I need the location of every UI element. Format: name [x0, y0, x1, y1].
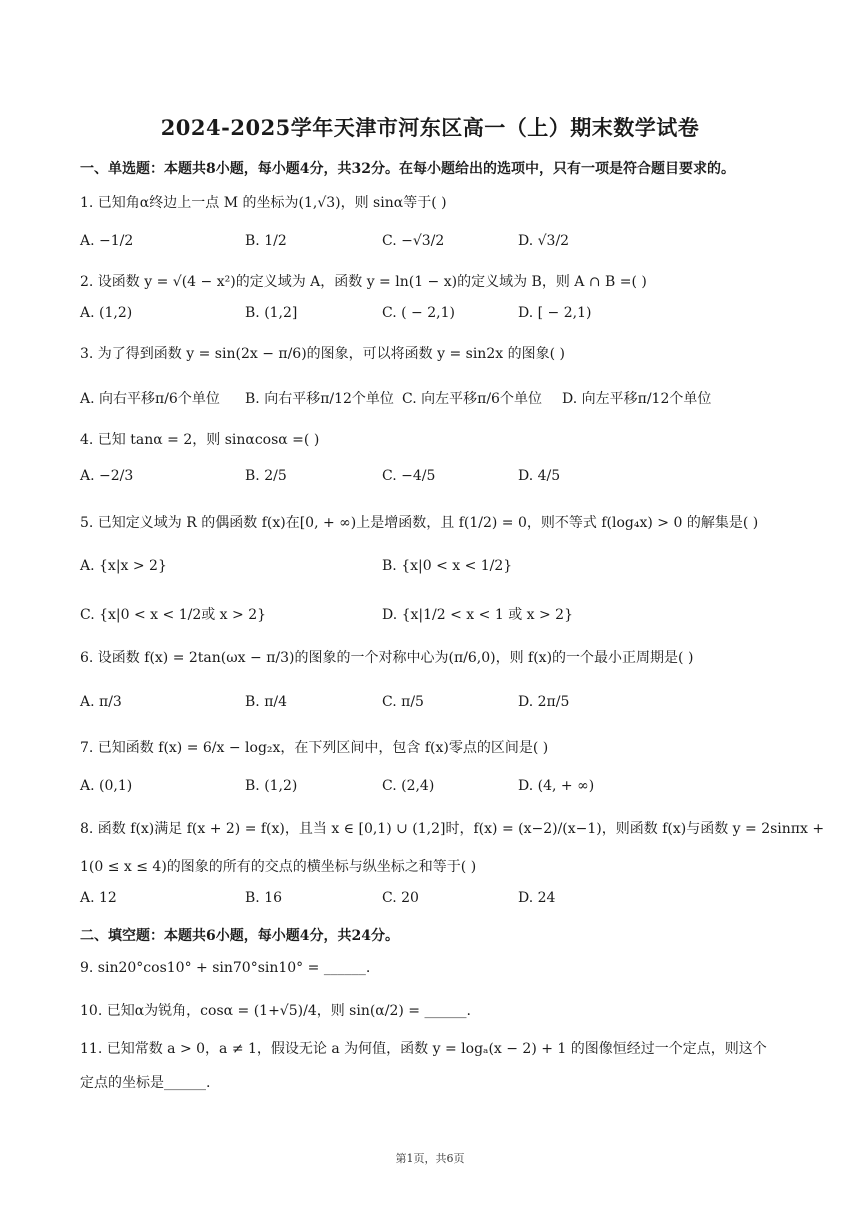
q5-option-b: B. {x|0 < x < 1/2} — [382, 558, 513, 574]
q7-option-b: B. (1,2) — [245, 778, 298, 794]
section-heading-single-choice: 一、单选题：本题共8小题，每小题4分，共32分。在每小题给出的选项中，只有一项是符合题目要求的。 — [80, 161, 735, 177]
q2-option-d: D. [ − 2,1) — [518, 305, 592, 321]
page-footer: 第1页，共6页 — [395, 1152, 465, 1165]
q6-option-c: C. π/5 — [382, 694, 424, 710]
question-11-continued: 定点的坐标是______. — [80, 1075, 211, 1091]
q4-option-a: A. −2/3 — [80, 468, 134, 484]
question-6: 6. 设函数 f(x) = 2tan(ωx − π/3)的图象的一个对称中心为(π/6,0)，则 f(x)的一个最小正周期是( ) — [80, 650, 694, 666]
question-8-continued: 1(0 ≤ x ≤ 4)的图象的所有的交点的横坐标与纵坐标之和等于( ) — [80, 859, 477, 875]
q6-option-b: B. π/4 — [245, 694, 288, 710]
question-9: 9. sin20°cos10° + sin70°sin10° = ______. — [80, 960, 371, 976]
q3-option-d: D. 向左平移π/12个单位 — [562, 391, 712, 407]
q6-option-a: A. π/3 — [80, 694, 122, 710]
q8-option-b: B. 16 — [245, 890, 283, 906]
q7-option-c: C. (2,4) — [382, 778, 435, 794]
q7-option-d: D. (4, + ∞) — [518, 778, 595, 794]
question-8: 8. 函数 f(x)满足 f(x + 2) = f(x)，且当 x ∈ [0,1) ∪ (1,2]时，f(x) = (x−2)/(x−1)，则函数 f(x)与函数 y = 2sinπx + — [80, 821, 825, 837]
section-heading-fill-blank: 二、填空题：本题共6小题，每小题4分，共24分。 — [80, 928, 399, 944]
q8-option-d: D. 24 — [518, 890, 556, 906]
question-10: 10. 已知α为锐角，cosα = (1+√5)/4，则 sin(α/2) = ______. — [80, 1003, 471, 1019]
question-2: 2. 设函数 y = √(4 − x²)的定义域为 A，函数 y = ln(1 − x)的定义域为 B，则 A ∩ B =( ) — [80, 274, 647, 290]
page-title: 2024-2025学年天津市河东区高一（上）期末数学试卷 — [160, 115, 700, 140]
q7-option-a: A. (0,1) — [80, 778, 133, 794]
q1-option-b: B. 1/2 — [245, 233, 287, 249]
q1-option-c: C. −√3/2 — [382, 233, 445, 249]
q1-option-d: D. √3/2 — [518, 233, 570, 249]
question-3: 3. 为了得到函数 y = sin(2x − π/6)的图象，可以将函数 y = sin2x 的图象( ) — [80, 346, 565, 362]
q5-option-a: A. {x|x > 2} — [80, 558, 167, 574]
question-7: 7. 已知函数 f(x) = 6/x − log₂x，在下列区间中，包含 f(x)零点的区间是( ) — [80, 740, 549, 756]
q2-option-c: C. ( − 2,1) — [382, 305, 455, 321]
q2-option-b: B. (1,2] — [245, 305, 298, 321]
q3-option-b: B. 向右平移π/12个单位 — [245, 391, 394, 407]
q3-option-c: C. 向左平移π/6个单位 — [402, 391, 542, 407]
question-11: 11. 已知常数 a > 0，a ≠ 1，假设无论 a 为何值，函数 y = logₐ(x − 2) + 1 的图像恒经过一个定点，则这个 — [80, 1041, 767, 1057]
q5-option-d: D. {x|1/2 < x < 1 或 x > 2} — [382, 607, 573, 623]
q3-option-a: A. 向右平移π/6个单位 — [80, 391, 220, 407]
q4-option-d: D. 4/5 — [518, 468, 561, 484]
q6-option-d: D. 2π/5 — [518, 694, 570, 710]
q1-option-a: A. −1/2 — [80, 233, 134, 249]
q5-option-c: C. {x|0 < x < 1/2或 x > 2} — [80, 607, 267, 623]
question-4: 4. 已知 tanα = 2，则 sinαcosα =( ) — [80, 432, 320, 448]
q4-option-b: B. 2/5 — [245, 468, 287, 484]
q2-option-a: A. (1,2) — [80, 305, 133, 321]
q4-option-c: C. −4/5 — [382, 468, 436, 484]
q8-option-a: A. 12 — [80, 890, 117, 906]
question-5: 5. 已知定义域为 R 的偶函数 f(x)在[0, + ∞)上是增函数，且 f(1/2) = 0，则不等式 f(log₄x) > 0 的解集是( ) — [80, 515, 759, 531]
question-1: 1. 已知角α终边上一点 M 的坐标为(1,√3)，则 sinα等于( ) — [80, 195, 447, 211]
q8-option-c: C. 20 — [382, 890, 419, 906]
